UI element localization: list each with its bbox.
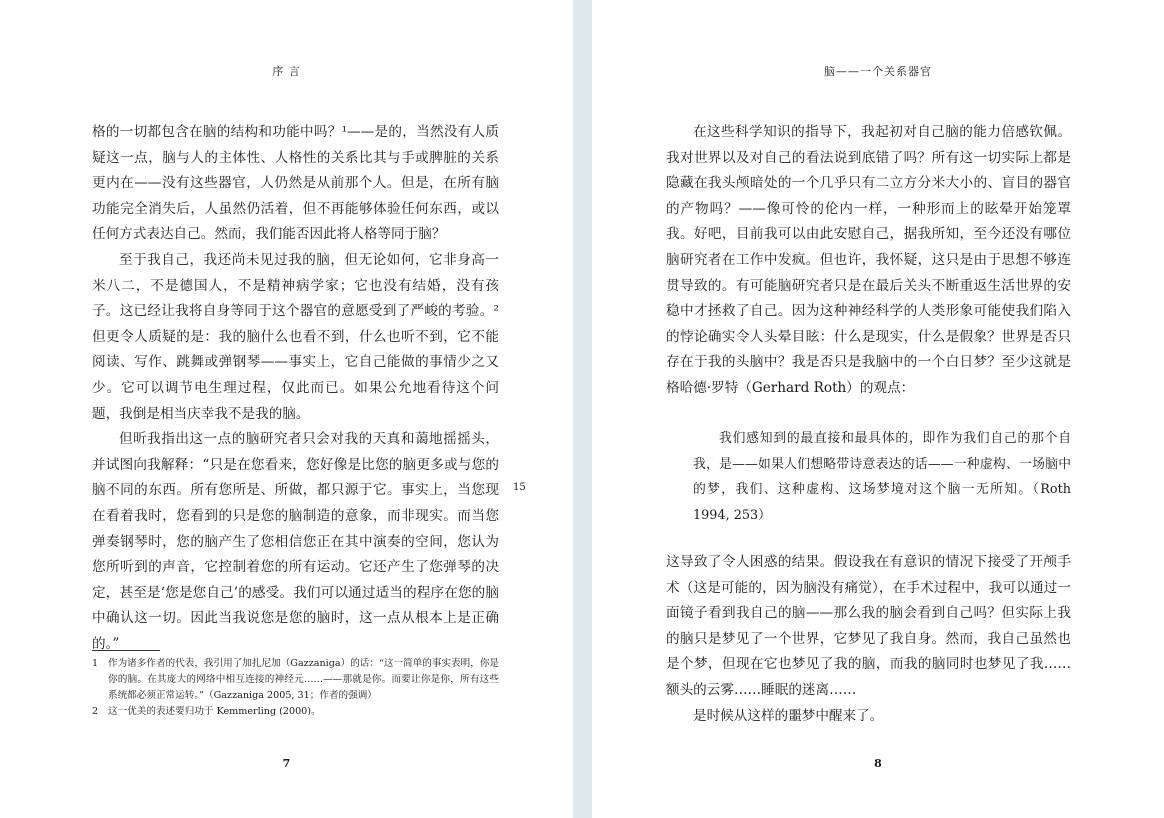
left-page <box>0 0 573 818</box>
paragraph: 这导致了令人困惑的结果。假设我在有意识的情况下接受了开颅手术（这是可能的，因为脑没有痛觉），在手术过程中，我可以通过一面镜子看到我自己的脑——那么我的脑会看到自己吗？但实际上我的脑只是梦见了一个世界，它梦见了我自身。然而，我自己虽然也是个梦，但现在它也梦见了我的脑，而我的脑同时也梦见了我……额头的云雾……睡眠的迷离…… <box>666 554 1071 698</box>
paragraph: 格的一切都包含在脑的结构和功能中吗？¹——是的，当然没有人质疑这一点，脑与人的主体性、人格性的关系比其与手或脾脏的关系更内在——没有这些器官，人仍然是从前那个人。但是，在所有脑功能完全消失后，人虽然仍活着，但不再能够体验任何东西，或以任何方式表达自己。然而，我们能否因此将人格等同于脑？ <box>92 124 499 243</box>
paragraph: 是时候从这样的噩梦中醒来了。 <box>693 707 884 724</box>
right-page <box>592 0 1164 818</box>
original-page-number: 15 <box>513 482 526 493</box>
right-body-text <box>666 120 1071 402</box>
page-gutter <box>573 0 592 818</box>
footnote-text: 这一优美的表述要归功于 Kemmerling (2000)。 <box>108 706 321 717</box>
running-header-right: 脑——一个关系器官 <box>824 65 932 78</box>
block-quote: 我们感知到的最直接和最具体的，即作为我们自己的那个自我，是——如果人们想略带诗意表达的话——一种虚构、一场脑中的梦，我们、这种虚构、这场梦境对这个脑一无所知。（Roth 1994, 253） <box>693 431 1071 523</box>
footnote-divider <box>92 650 160 651</box>
right-body-text-continued <box>666 550 1071 729</box>
paragraph: 但昕我指出这一点的脑研究者只会对我的天真和蔼地摇摇头，并试图向我解释：“只是在您看来，您好像是比您的脑更多或与您的脑不同的东西。所有您所是、所做，都只源于它。事实上，当您现在看着我时，您看到的只是您的脑制造的意象，而非现实。而当您弹奏钢琴时，您的脑产生了您相信您正在其中演奏的空间，您认为您所听到的声音，它控制着您的所有运动。它还产生了您弹琴的决定，甚至是‘您是您自己’的感受。我们可以通过适当的程序在您的脑中确认这一切。因此当我说您是您的脑时，这一点从根本上是正确的。” <box>92 431 499 652</box>
left-body-text <box>92 120 499 657</box>
page-number-right: 8 <box>874 757 882 770</box>
footnotes <box>92 656 499 720</box>
footnote <box>92 704 499 720</box>
paragraph: 在这些科学知识的指导下，我起初对自己脑的能力倍感钦佩。我对世界以及对自己的看法说到底错了吗？所有这一切实际上都是隐藏在我头颅暗处的一个几乎只有二立方分米大小的、盲目的器官的产物吗？——像可怜的伦内一样，一种形而上的眩晕开始笼罩我。好吧，目前我可以由此安慰自己，据我所知，至今还没有哪位脑研究者在工作中发疯。但也许，我怀疑，这只是由于思想不够连贯导致的。有可能脑研究者只是在最后关头不断重返生活世界的安稳中才拯救了自己。因为这种神经科学的人类形象可能使我们陷入的悖论确实令人头晕目眩：什么是现实，什么是假象？世界是否只存在于我的头脑中？我是否只是我脑中的一个白日梦？至少这就是格哈德·罗特（Gerhard Roth）的观点： <box>666 124 1071 396</box>
footnote-text: 作为诸多作者的代表，我引用了加扎尼加（Gazzaniga）的话：“这一简单的事实表明，你是你的脑。在其庞大的网络中相互连接的神经元……——那就是你。而要让你是你，所有这些系统都必须正常运转。”（Gazzaniga 2005, 31；作者的强调） <box>108 658 500 701</box>
running-header-left: 序 言 <box>272 65 301 78</box>
footnote-number: 2 <box>92 706 99 717</box>
paragraph: 至于我自己，我还尚未见过我的脑，但无论如何，它非身高一米八二，不是德国人，不是精神病学家；它也没有结婚，没有孩子。这已经让我将自身等同于这个器官的意愿受到了严峻的考验。² 但更令人质疑的是：我的脑什么也看不到，什么也听不到，它不能阅读、写作、跳舞或弹钢琴——事实上，它自己能做的事情少之又少。它可以调节电生理过程，仅此而已。如果公允地看待这个问题，我倒是相当庆幸我不是我的脑。 <box>92 251 499 422</box>
footnote <box>92 656 499 704</box>
footnote-number: 1 <box>92 658 99 669</box>
page-number-left: 7 <box>282 757 291 770</box>
